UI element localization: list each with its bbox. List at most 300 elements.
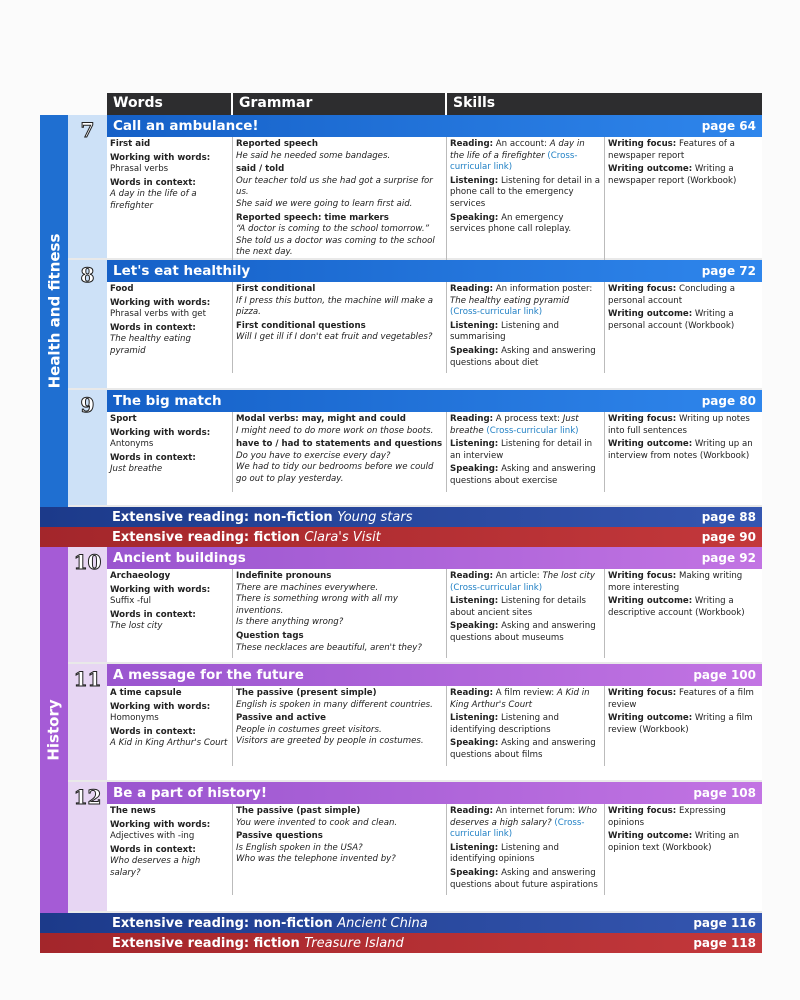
skill-title: A Kid in King Arthur's Court [450, 688, 590, 710]
skill-label: Listening: [450, 175, 499, 186]
grammar-heading: Passive questions [236, 831, 323, 842]
words-heading: Working with words: [110, 819, 211, 830]
unit-title: Ancient buildings [113, 550, 246, 566]
grammar-example: He said he needed some bandages. [236, 150, 391, 161]
unit-page: page 108 [693, 786, 756, 800]
skill-text: Listening and summarising [450, 320, 559, 343]
grammar-example: Is there anything wrong? [236, 617, 344, 628]
skill-text: Listening for detail in a phone call to the emergency services [450, 175, 601, 209]
skill-item [450, 464, 601, 487]
grammar-example: These necklaces are beautiful, aren't they? [236, 642, 422, 653]
skill-item [450, 806, 601, 841]
words-text: Antonyms [110, 439, 154, 450]
extensive-reading-name: Clara's Visit [304, 529, 381, 545]
grammar-item [236, 414, 443, 437]
extensive-reading-name: Young stars [337, 509, 413, 525]
grammar-item [236, 688, 443, 711]
words-heading: A time capsule [110, 688, 182, 698]
skill-label: Speaking: [450, 212, 499, 223]
extensive-reading-name: Ancient China [337, 915, 428, 931]
words-item [110, 284, 229, 296]
writing-text: Writing up notes into full sentences [608, 414, 750, 436]
words-item [110, 428, 229, 451]
unit-columns [107, 282, 762, 373]
unit-body [107, 390, 762, 505]
extensive-reading-prefix: Extensive reading: non-fiction [112, 509, 333, 525]
unit-number: 12 [73, 785, 102, 809]
words-item [110, 571, 229, 583]
unit-columns [107, 686, 762, 766]
writing-item [608, 713, 759, 736]
writing-item [608, 414, 759, 437]
words-column [107, 137, 233, 263]
writing-label: Writing focus: [608, 571, 677, 581]
skill-item [450, 868, 601, 891]
unit-title-bar[interactable] [107, 547, 762, 569]
writing-item [608, 139, 759, 162]
cross-curricular-link[interactable]: (Cross-curricular link) [450, 307, 543, 318]
grammar-example: “A doctor is coming to the school tomorrow.” [236, 224, 430, 235]
cross-curricular-link[interactable]: (Cross-curricular link) [450, 817, 585, 840]
words-heading: Working with words: [110, 584, 211, 595]
writing-label: Writing outcome: [608, 439, 693, 450]
writing-item [608, 439, 759, 462]
units-list [68, 547, 762, 913]
words-text: A day in the life of a firefighter [110, 189, 197, 211]
skill-text: Listening and identifying descriptions [450, 713, 559, 735]
words-item [110, 453, 229, 476]
grammar-column [233, 686, 447, 766]
words-text: Phrasal verbs [110, 164, 169, 175]
writing-label: Writing focus: [608, 688, 677, 698]
writing-text: Features of a newspaper report [608, 139, 735, 161]
skill-label: Speaking: [450, 464, 499, 475]
words-item [110, 610, 229, 633]
words-heading: Words in context: [110, 177, 196, 188]
words-item [110, 820, 229, 843]
contents-table [40, 93, 762, 953]
skill-text: An internet forum: [495, 806, 578, 816]
skill-text: An information poster: [495, 284, 593, 294]
section-history [40, 547, 762, 913]
writing-item [608, 596, 759, 619]
words-item [110, 806, 229, 818]
unit-body [107, 260, 762, 388]
words-heading: Words in context: [110, 452, 196, 463]
skill-text: Asking and answering questions about diet [450, 345, 596, 368]
grammar-example: Is English spoken in the USA? [236, 842, 363, 853]
extensive-reading-prefix: Extensive reading: fiction [112, 935, 300, 951]
grammar-example: There are machines everywhere. [236, 582, 379, 593]
extensive-reading-prefix: Extensive reading: non-fiction [112, 915, 333, 931]
writing-text: Expressing opinions [608, 806, 726, 828]
skill-label: Listening: [450, 320, 499, 331]
unit-number: 11 [73, 667, 102, 691]
unit-body [107, 664, 762, 780]
writing-text: Concluding a personal account [608, 284, 735, 306]
writing-column [605, 686, 762, 766]
unit-title: A message for the future [113, 667, 304, 683]
grammar-column [233, 412, 447, 492]
grammar-heading: The passive (present simple) [236, 688, 377, 698]
grammar-item [236, 631, 443, 654]
cross-curricular-link[interactable]: (Cross-curricular link) [450, 582, 543, 593]
writing-label: Writing outcome: [608, 596, 693, 607]
unit-body [107, 547, 762, 662]
words-text: The healthy eating pyramid [110, 334, 191, 356]
words-column [107, 804, 233, 895]
unit-page: page 72 [701, 264, 756, 278]
header-grammar: Grammar [233, 93, 447, 115]
skill-item [450, 843, 601, 866]
writing-label: Writing outcome: [608, 164, 693, 175]
grammar-heading: Passive and active [236, 713, 326, 724]
skill-label: Listening: [450, 842, 499, 853]
grammar-item [236, 284, 443, 319]
grammar-heading: Modal verbs: may, might and could [236, 414, 406, 424]
writing-label: Writing focus: [608, 139, 677, 149]
unit-title: The big match [113, 393, 222, 409]
grammar-heading: Indefinite pronouns [236, 571, 332, 581]
header-skills: Skills [453, 95, 496, 111]
skill-item [450, 439, 601, 462]
grammar-heading: said / told [236, 164, 285, 175]
writing-text: Writing up an interview from notes (Workbook) [608, 439, 753, 461]
grammar-example: People in costumes greet visitors. [236, 724, 382, 735]
grammar-example: She said we were going to learn first aid. [236, 198, 413, 209]
grammar-example: Visitors are greeted by people in costumes. [236, 736, 424, 747]
skill-label: Speaking: [450, 345, 499, 356]
writing-column [605, 569, 762, 658]
writing-text: Features of a film review [608, 688, 754, 710]
unit-number: 10 [73, 550, 102, 574]
words-heading: Words in context: [110, 609, 196, 620]
section-label [40, 115, 68, 507]
words-heading: Words in context: [110, 322, 196, 333]
words-column [107, 412, 233, 492]
skill-item [450, 571, 601, 594]
unit-number: 9 [80, 393, 95, 417]
unit-page: page 64 [701, 119, 756, 133]
words-heading: First aid [110, 139, 151, 149]
writing-column [605, 804, 762, 895]
units-list [68, 115, 762, 507]
writing-text: Writing a personal account (Workbook) [608, 309, 735, 331]
writing-text: Writing an opinion text (Workbook) [608, 831, 740, 853]
skill-item [450, 321, 601, 344]
words-item [110, 702, 229, 725]
words-heading: Words in context: [110, 726, 196, 737]
writing-text: Writing a descriptive account (Workbook) [608, 596, 745, 618]
header-words: Words [107, 93, 233, 115]
unit-number-cell [68, 547, 107, 662]
section-label-text: Health and fitness [45, 233, 64, 389]
unit-title-bar[interactable] [107, 664, 762, 686]
words-text: Homonyms [110, 713, 159, 724]
unit-columns [107, 569, 762, 658]
skill-label: Reading: [450, 139, 494, 149]
skill-text: A film review: [495, 688, 557, 698]
words-heading: Sport [110, 414, 137, 424]
grammar-item [236, 713, 443, 748]
unit-row [68, 260, 762, 390]
skill-text: Asking and answering questions about films [450, 738, 596, 760]
skill-item [450, 139, 601, 174]
section-label-text: History [45, 699, 63, 761]
unit-row [68, 115, 762, 260]
grammar-example: English is spoken in many different countries. [236, 699, 433, 710]
unit-number: 8 [80, 263, 95, 287]
grammar-item [236, 806, 443, 829]
words-heading: Working with words: [110, 152, 211, 163]
grammar-column [233, 282, 447, 373]
extensive-reading-bar[interactable] [40, 933, 762, 953]
skill-item [450, 713, 601, 736]
unit-number-cell [68, 115, 107, 258]
skill-text: An article: [495, 571, 543, 581]
words-text: Suffix -ful [110, 596, 151, 607]
extensive-reading-name: Treasure Island [304, 935, 404, 951]
writing-text: Writing a film review (Workbook) [608, 713, 753, 735]
skill-label: Reading: [450, 806, 494, 816]
skill-label: Listening: [450, 713, 499, 724]
unit-title-bar[interactable] [107, 115, 762, 137]
words-item [110, 414, 229, 426]
skill-label: Reading: [450, 688, 494, 698]
section-health-and-fitness [40, 115, 762, 507]
words-text: The lost city [110, 621, 163, 632]
extensive-reading-page: page 88 [701, 510, 756, 524]
words-item [110, 845, 229, 880]
skill-text: An emergency services phone call roleplay. [450, 212, 572, 235]
writing-column [605, 282, 762, 373]
words-item [110, 178, 229, 213]
unit-columns [107, 804, 762, 895]
words-heading: Archaeology [110, 571, 171, 581]
unit-page: page 80 [701, 394, 756, 408]
unit-number: 7 [80, 118, 95, 142]
grammar-example: There is something wrong with all my inventions. [236, 594, 399, 616]
grammar-item [236, 164, 443, 210]
extensive-reading-page: page 90 [701, 530, 756, 544]
writing-item [608, 806, 759, 829]
extensive-reading-title [112, 530, 381, 545]
words-text: A Kid in King Arthur's Court [110, 738, 228, 749]
skill-title: Who deserves a high salary? [450, 806, 598, 828]
words-text: Adjectives with -ing [110, 831, 195, 842]
cross-curricular-link[interactable]: (Cross-curricular link) [486, 425, 579, 436]
unit-title: Let's eat healthily [113, 263, 251, 279]
unit-number-cell [68, 664, 107, 780]
unit-row [68, 547, 762, 664]
skills-column [447, 137, 605, 263]
writing-label: Writing focus: [608, 284, 677, 294]
skill-text: Asking and answering questions about museums [450, 621, 596, 643]
skill-text: Asking and answering questions about exercise [450, 464, 596, 486]
skill-label: Speaking: [450, 867, 499, 878]
writing-item [608, 831, 759, 854]
extensive-reading-title [112, 510, 412, 525]
skill-item [450, 414, 601, 437]
grammar-example: Who was the telephone invented by? [236, 854, 396, 865]
grammar-heading: Question tags [236, 630, 304, 641]
words-heading: Words in context: [110, 844, 196, 855]
grammar-item [236, 213, 443, 259]
writing-label: Writing outcome: [608, 309, 693, 320]
extensive-reading-title [112, 936, 404, 951]
unit-title-bar[interactable] [107, 390, 762, 412]
words-item [110, 298, 229, 321]
unit-body [107, 782, 762, 911]
grammar-item [236, 139, 443, 162]
skill-title: A day in the life of a firefighter [450, 139, 585, 161]
skills-column [447, 282, 605, 373]
skill-title: Just breathe [450, 414, 579, 436]
unit-title-bar[interactable] [107, 260, 762, 282]
words-text: Who deserves a high salary? [110, 856, 201, 878]
writing-label: Writing outcome: [608, 713, 693, 724]
skill-text: Listening for details about ancient sites [450, 596, 586, 618]
skills-column [447, 569, 605, 658]
grammar-heading: First conditional [236, 284, 316, 294]
unit-number-cell [68, 782, 107, 911]
grammar-item [236, 571, 443, 629]
section-label [40, 547, 68, 913]
extensive-reading-bar[interactable] [40, 527, 762, 547]
skill-label: Speaking: [450, 621, 499, 632]
extensive-reading-bar[interactable] [40, 507, 762, 527]
unit-page: page 100 [693, 668, 756, 682]
words-heading: The news [110, 806, 156, 816]
skill-item [450, 213, 601, 236]
writing-label: Writing focus: [608, 414, 677, 424]
cross-curricular-link[interactable]: (Cross-curricular link) [450, 150, 578, 173]
skill-label: Reading: [450, 571, 494, 581]
skills-column [447, 412, 605, 492]
skill-item [450, 346, 601, 369]
words-heading: Working with words: [110, 297, 211, 308]
words-item [110, 727, 229, 750]
skill-title: The healthy eating pyramid [450, 295, 570, 306]
unit-row [68, 390, 762, 507]
writing-item [608, 309, 759, 332]
unit-row [68, 782, 762, 913]
skill-item [450, 284, 601, 319]
grammar-heading: The passive (past simple) [236, 806, 361, 816]
unit-title-bar[interactable] [107, 782, 762, 804]
grammar-heading: First conditional questions [236, 320, 366, 331]
skill-item [450, 738, 601, 761]
unit-title: Be a part of history! [113, 785, 268, 801]
skill-label: Speaking: [450, 738, 499, 749]
skill-title: The lost city [542, 571, 595, 581]
skill-text: Listening for detail in an interview [450, 439, 593, 461]
unit-columns [107, 412, 762, 492]
unit-title: Call an ambulance! [113, 118, 259, 134]
extensive-reading-title [112, 916, 428, 931]
words-item [110, 688, 229, 700]
extensive-reading-bar[interactable] [40, 913, 762, 933]
column-header-bar [107, 93, 762, 115]
unit-row [68, 664, 762, 782]
words-column [107, 569, 233, 658]
unit-number-cell [68, 390, 107, 505]
words-item [110, 153, 229, 176]
grammar-column [233, 804, 447, 895]
grammar-item [236, 321, 443, 344]
writing-item [608, 284, 759, 307]
skill-item [450, 176, 601, 211]
grammar-heading: Reported speech: time markers [236, 212, 389, 223]
unit-body [107, 115, 762, 258]
skill-label: Reading: [450, 414, 494, 424]
words-column [107, 282, 233, 373]
words-heading: Food [110, 284, 134, 294]
writing-item [608, 688, 759, 711]
writing-label: Writing focus: [608, 806, 677, 816]
writing-item [608, 164, 759, 187]
words-item [110, 323, 229, 358]
unit-number-cell [68, 260, 107, 388]
extensive-reading-prefix: Extensive reading: fiction [112, 529, 300, 545]
words-text: Phrasal verbs with get [110, 309, 206, 320]
skill-text: Asking and answering questions about future aspirations [450, 867, 598, 890]
words-item [110, 139, 229, 151]
extensive-reading-page: page 116 [693, 916, 756, 930]
grammar-example: Will I get ill if I don't eat fruit and vegetables? [236, 332, 433, 343]
grammar-item [236, 831, 443, 866]
words-heading: Working with words: [110, 427, 211, 438]
grammar-example: Our teacher told us she had got a surprise for us. [236, 175, 433, 198]
grammar-example: You were invented to cook and clean. [236, 817, 398, 828]
extensive-reading-page: page 118 [693, 936, 756, 950]
grammar-example: If I press this button, the machine will make a pizza. [236, 295, 434, 318]
writing-item [608, 571, 759, 594]
writing-column [605, 412, 762, 492]
writing-text: Making writing more interesting [608, 571, 743, 593]
writing-column [605, 137, 762, 263]
skill-text: Listening and identifying opinions [450, 842, 559, 865]
skill-item [450, 596, 601, 619]
grammar-example: We had to tidy our bedrooms before we could go out to play yesterday. [236, 462, 434, 484]
words-text: Just breathe [110, 464, 163, 475]
skill-text: A process text: [495, 414, 563, 424]
grammar-example: I might need to do more work on those boots. [236, 425, 434, 436]
grammar-item [236, 439, 443, 485]
skill-text: An account: [495, 139, 550, 149]
writing-label: Writing outcome: [608, 831, 693, 842]
grammar-column [233, 137, 447, 263]
sections-container [40, 115, 762, 953]
unit-page: page 92 [701, 551, 756, 565]
grammar-column [233, 569, 447, 658]
grammar-example: Do you have to exercise every day? [236, 450, 391, 461]
skills-column [447, 686, 605, 766]
grammar-heading: Reported speech [236, 139, 318, 149]
grammar-example: She told us a doctor was coming to the school the next day. [236, 235, 435, 258]
unit-columns [107, 137, 762, 263]
grammar-heading: have to / had to statements and questions [236, 439, 443, 450]
writing-text: Writing a newspaper report (Workbook) [608, 164, 737, 186]
skills-column [447, 804, 605, 895]
skill-label: Listening: [450, 596, 499, 607]
words-column [107, 686, 233, 766]
skill-label: Listening: [450, 439, 499, 450]
skill-item [450, 621, 601, 644]
skill-label: Reading: [450, 284, 494, 294]
words-item [110, 585, 229, 608]
words-heading: Working with words: [110, 701, 211, 712]
